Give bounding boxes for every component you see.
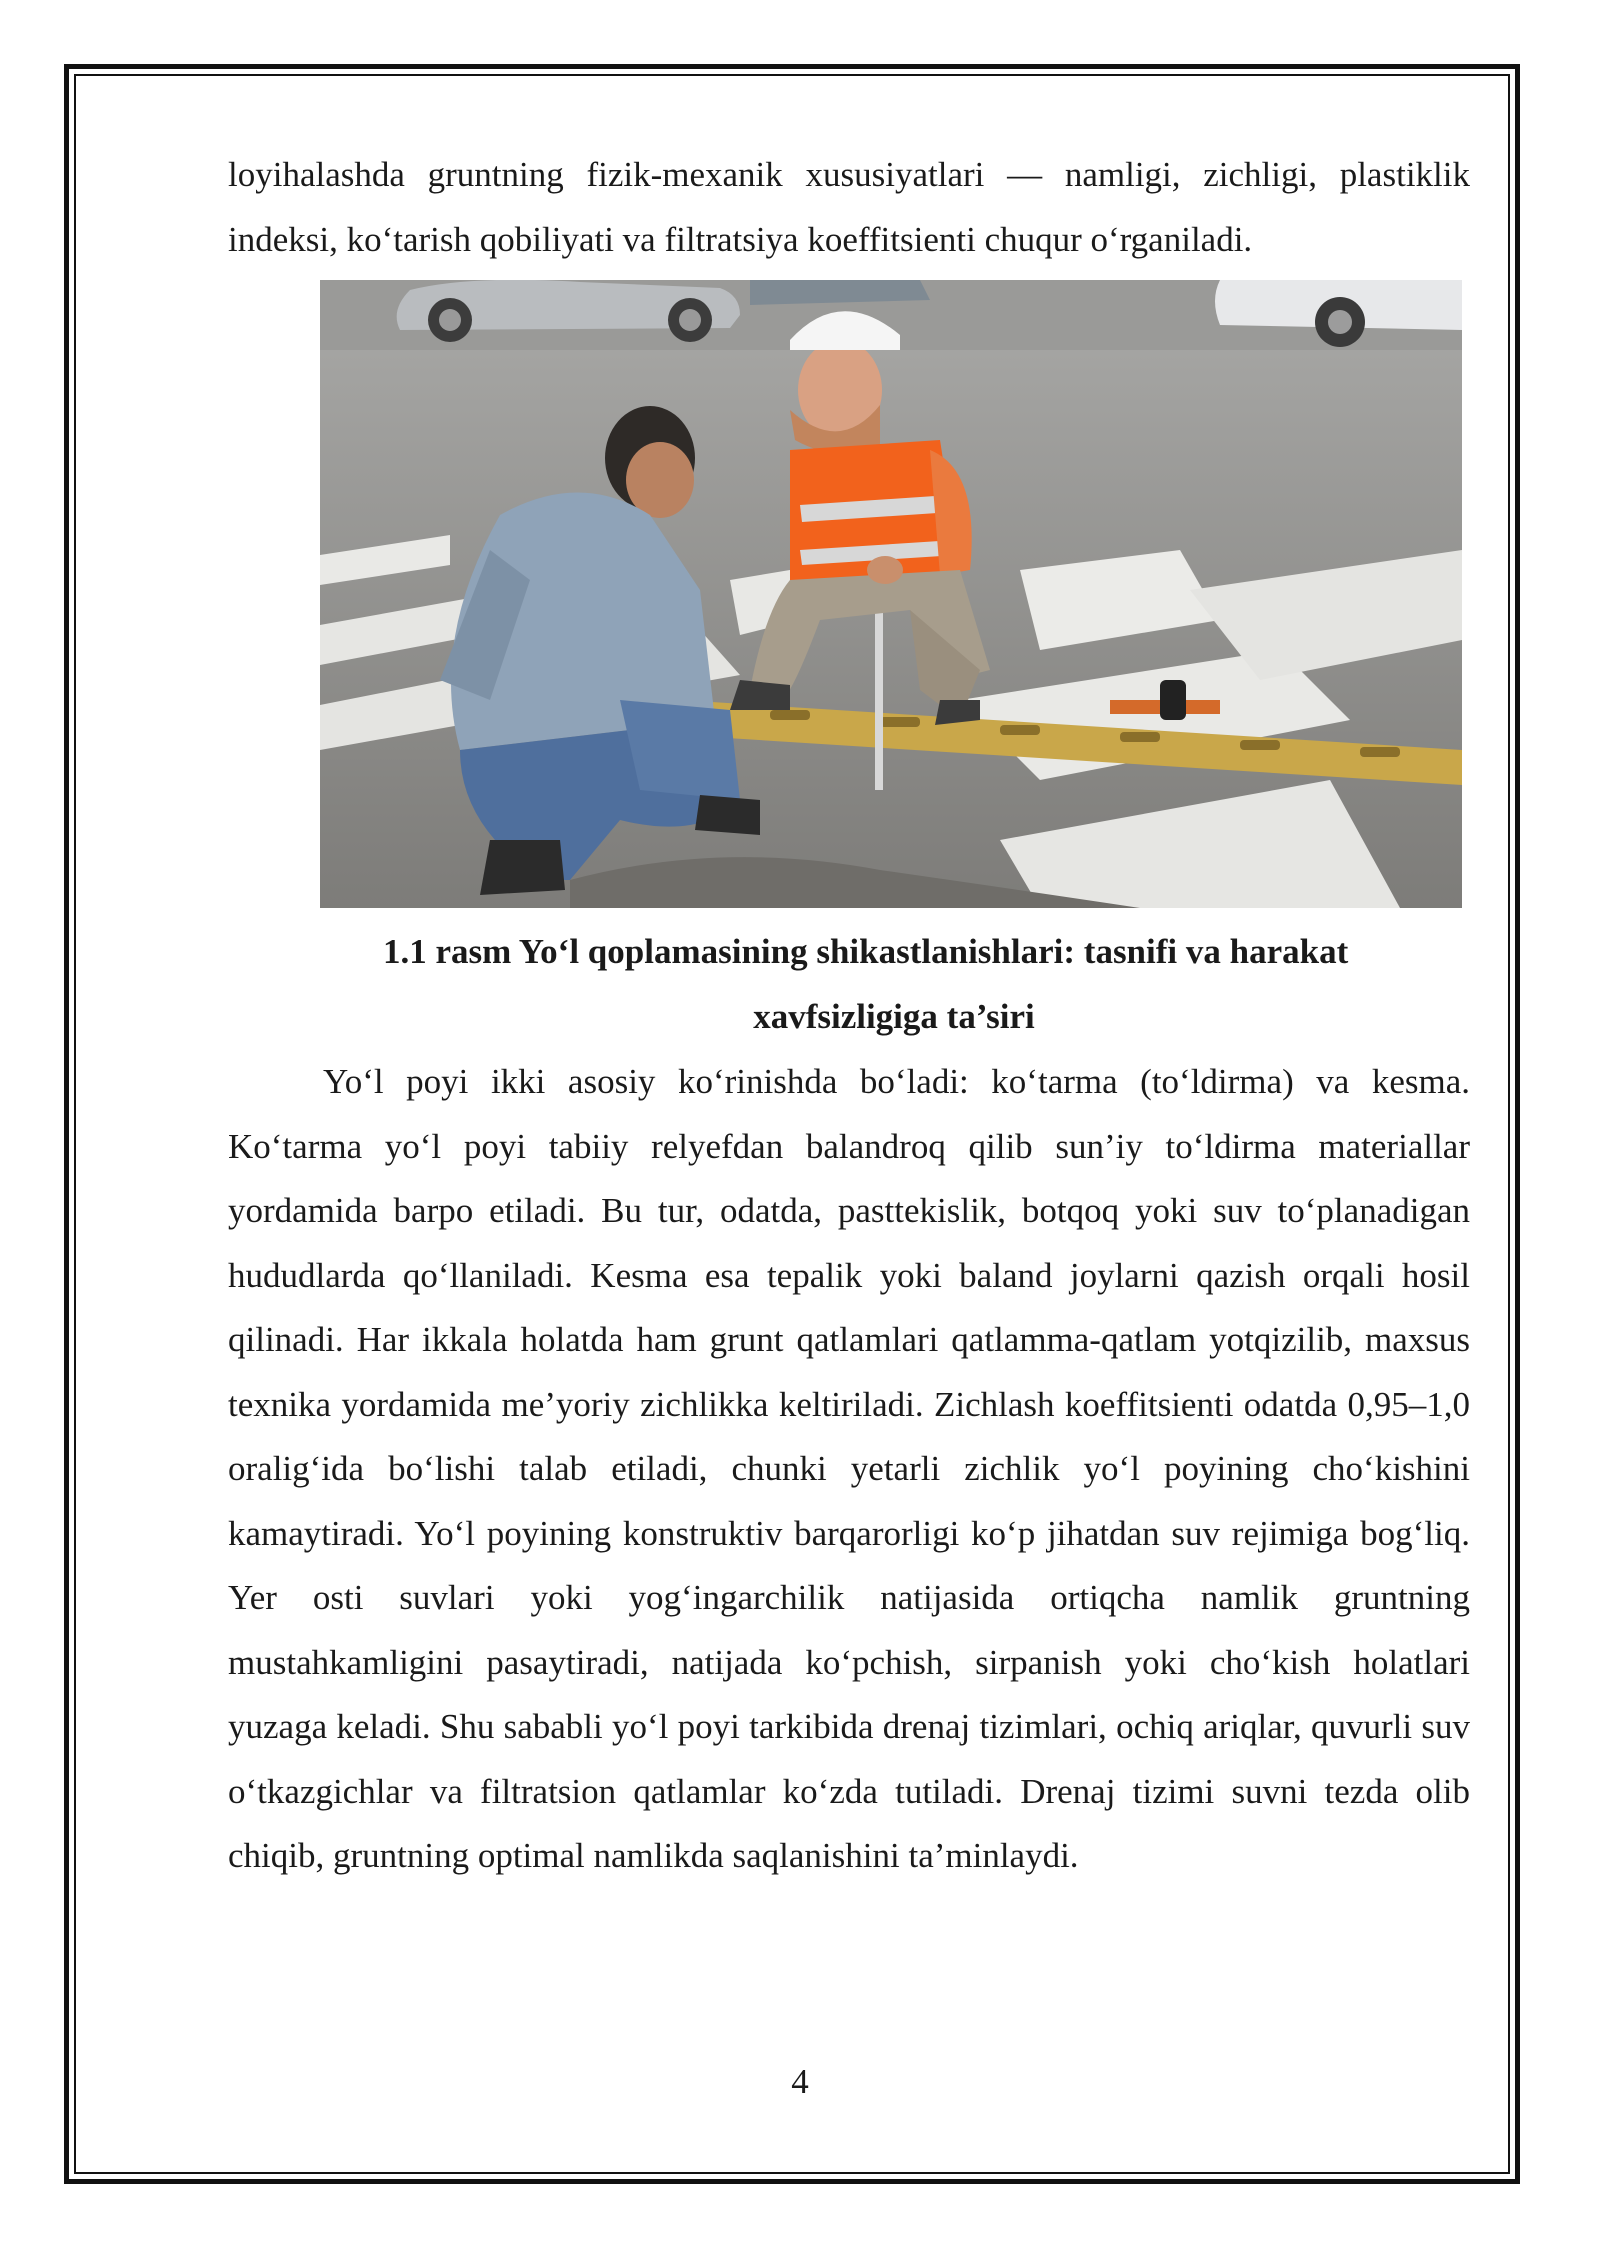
caption-line-1: 1.1 rasm Yo‘l qoplamasining shikastlanishlari: tasnifi va harakat	[383, 932, 1349, 971]
figure-caption	[228, 920, 1470, 1049]
caption-line-2: xavfsizligiga ta’siri	[753, 996, 1035, 1036]
road-workers-photo	[320, 280, 1462, 908]
page-number: 4	[791, 2062, 809, 2101]
body-paragraph: Yo‘l poyi ikki asosiy ko‘rinishda bo‘ladi: ko‘tarma (to‘ldirma) va kesma. Ko‘tarma yo‘l poyi tabiiy relyefdan balandroq qilib sun’iy to‘ldirma materiallar yordamida barpo etiladi. Bu tur, odatda, pasttekislik, botqoq yoki suv to‘planadigan hududlarda qo‘llaniladi. Kesma esa tepalik yoki baland joylarni qazish orqali hosil qilinadi. Har ikkala holatda ham grunt qatlamlari qatlamma-qatlam yotqizilib, maxsus texnika yordamida me’yoriy zichlikka keltiriladi. Zichlash koeffitsienti odatda 0,95–1,0 oralig‘ida bo‘lishi talab etiladi, chunki yetarli zichlik yo‘l poyining cho‘kishini kamaytiradi. Yo‘l poyining konstruktiv barqarorligi ko‘p jihatdan suv rejimiga bog‘liq. Yer osti suvlari yoki yog‘ingarchilik natijasida ortiqcha namlik gruntning mustahkamligini pasaytiradi, natijada ko‘pchish, sirpanish yoki cho‘kish holatlari yuzaga keladi. Shu sababli yo‘l poyi tarkibida drenaj tizimlari, ochiq ariqlar, quvurli suv o‘tkazgichlar va filtratsion qatlamlar ko‘zda tutiladi. Drenaj tizimi suvni tezda olib chiqib, gruntning optimal namlikda saqlanishini ta’minlaydi.	[228, 1062, 1470, 1875]
top-paragraph: loyihalashda gruntning fizik-mexanik xususiyatlari — namligi, zichligi, plastiklik indeksi, ko‘tarish qobiliyati va filtratsiya koeffitsienti chuqur o‘rganiladi.	[228, 155, 1470, 259]
figure-photo	[320, 280, 1462, 908]
